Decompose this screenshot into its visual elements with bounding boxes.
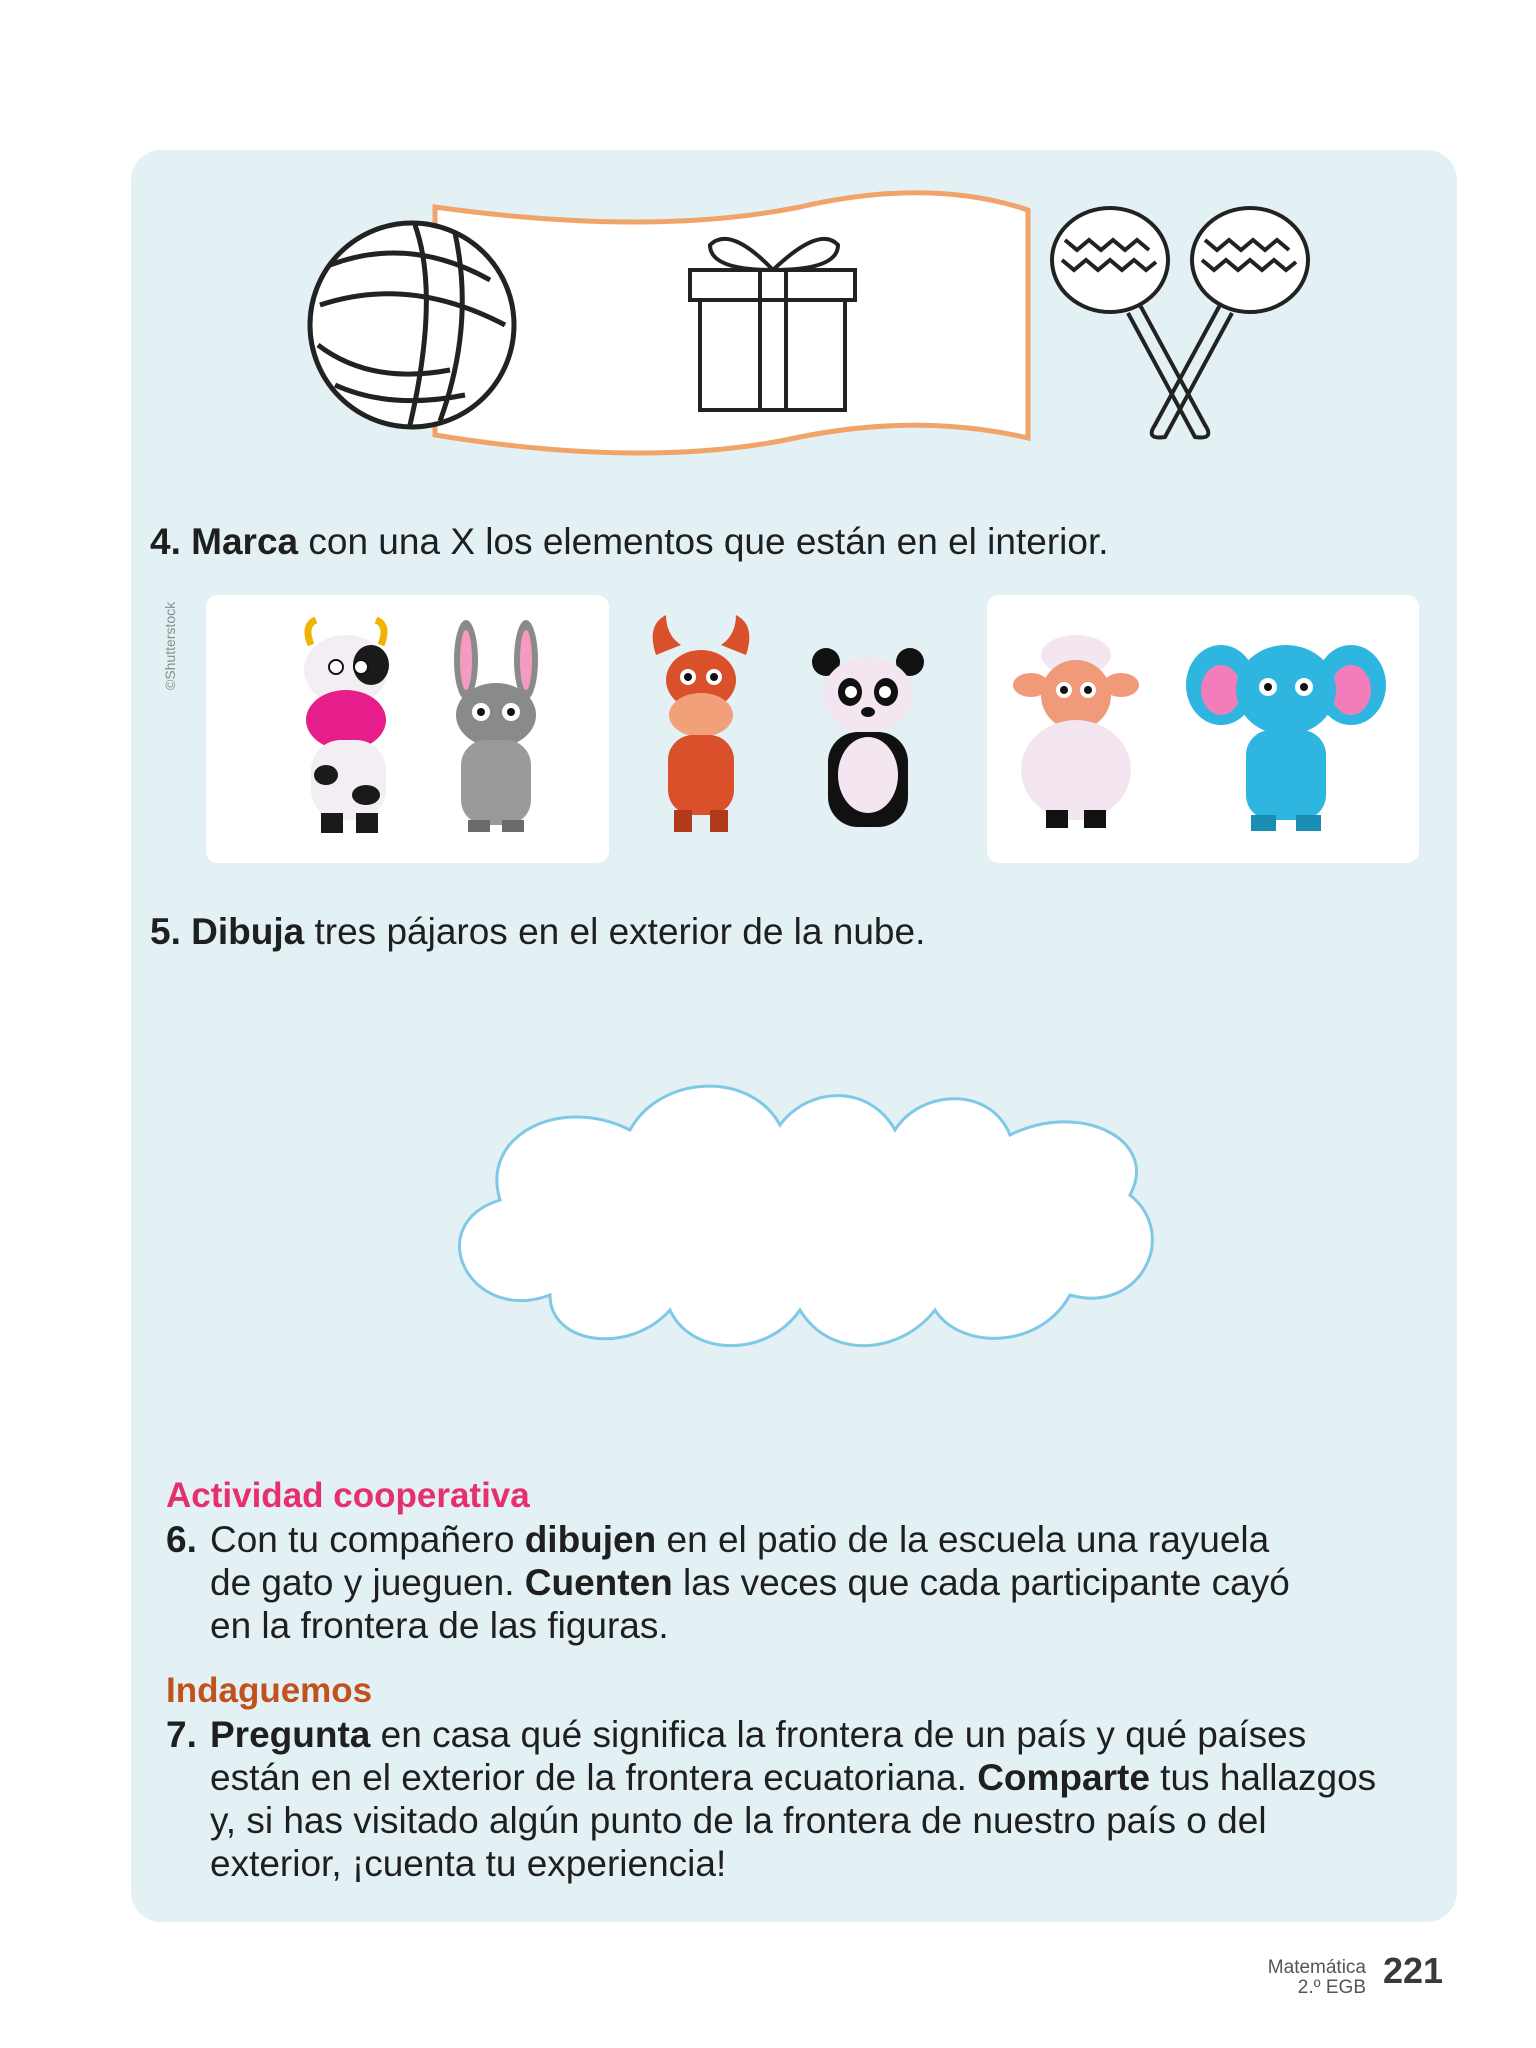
question-verb: Pregunta <box>210 1714 371 1755</box>
cooperative-activity-title: Actividad cooperativa <box>166 1476 530 1515</box>
volleyball-icon <box>310 223 514 427</box>
text-segment: están en el exterior de la frontera ecuatoriana. <box>210 1757 978 1798</box>
question-verb: dibujen <box>524 1519 657 1560</box>
question-6 <box>166 1518 1290 1647</box>
text-segment: las veces que cada participante cayó <box>672 1562 1290 1603</box>
text-segment: tus hallazgos <box>1149 1757 1377 1798</box>
sheep-icon <box>1013 635 1139 828</box>
footer-subject <box>1268 1958 1366 1998</box>
question-number: 4. <box>150 521 181 562</box>
text-segment: de gato y jueguen. <box>210 1562 525 1603</box>
animals-illustration <box>206 595 1419 863</box>
text-segment: en casa qué significa la frontera de un país y qué países <box>370 1714 1307 1755</box>
question-text: con una X los elementos que están en el interior. <box>298 521 1109 562</box>
question-verb: Dibuja <box>191 911 305 952</box>
question-7 <box>166 1713 1376 1885</box>
question-verb: Marca <box>191 521 299 562</box>
question-verb: Comparte <box>977 1757 1150 1798</box>
cloud-shape <box>440 1075 1180 1375</box>
maracas-icon <box>1052 208 1308 438</box>
text-segment: en el patio de la escuela una rayuela <box>656 1519 1270 1560</box>
grade-label: 2.º EGB <box>1297 1977 1366 1998</box>
question-text: tres pájaros en el exterior de la nube. <box>304 911 926 952</box>
text-line: exterior, ¡cuenta tu experiencia! <box>210 1843 727 1884</box>
question-verb: Cuenten <box>524 1562 673 1603</box>
moose-icon <box>653 615 750 832</box>
text-segment: Con tu compañero <box>210 1519 525 1560</box>
subject-label: Matemática <box>1267 1957 1366 1978</box>
inquiry-title: Indaguemos <box>166 1671 373 1710</box>
question-number: 7. <box>166 1714 197 1755</box>
text-line: y, si has visitado algún punto de la frontera de nuestro país o del <box>210 1800 1267 1841</box>
cow-icon <box>304 620 389 833</box>
question-number: 5. <box>150 911 181 952</box>
page-number: 221 <box>1383 1950 1444 1991</box>
panda-icon <box>812 648 924 827</box>
rabbit-icon <box>454 620 538 832</box>
question-number: 6. <box>166 1519 197 1560</box>
text-line: en la frontera de las figuras. <box>210 1605 669 1646</box>
question-5 <box>150 910 925 954</box>
elephant-icon <box>1186 645 1386 831</box>
question-4 <box>150 520 1109 564</box>
top-illustration <box>290 185 1350 470</box>
image-credit: ©Shutterstock <box>162 601 178 690</box>
